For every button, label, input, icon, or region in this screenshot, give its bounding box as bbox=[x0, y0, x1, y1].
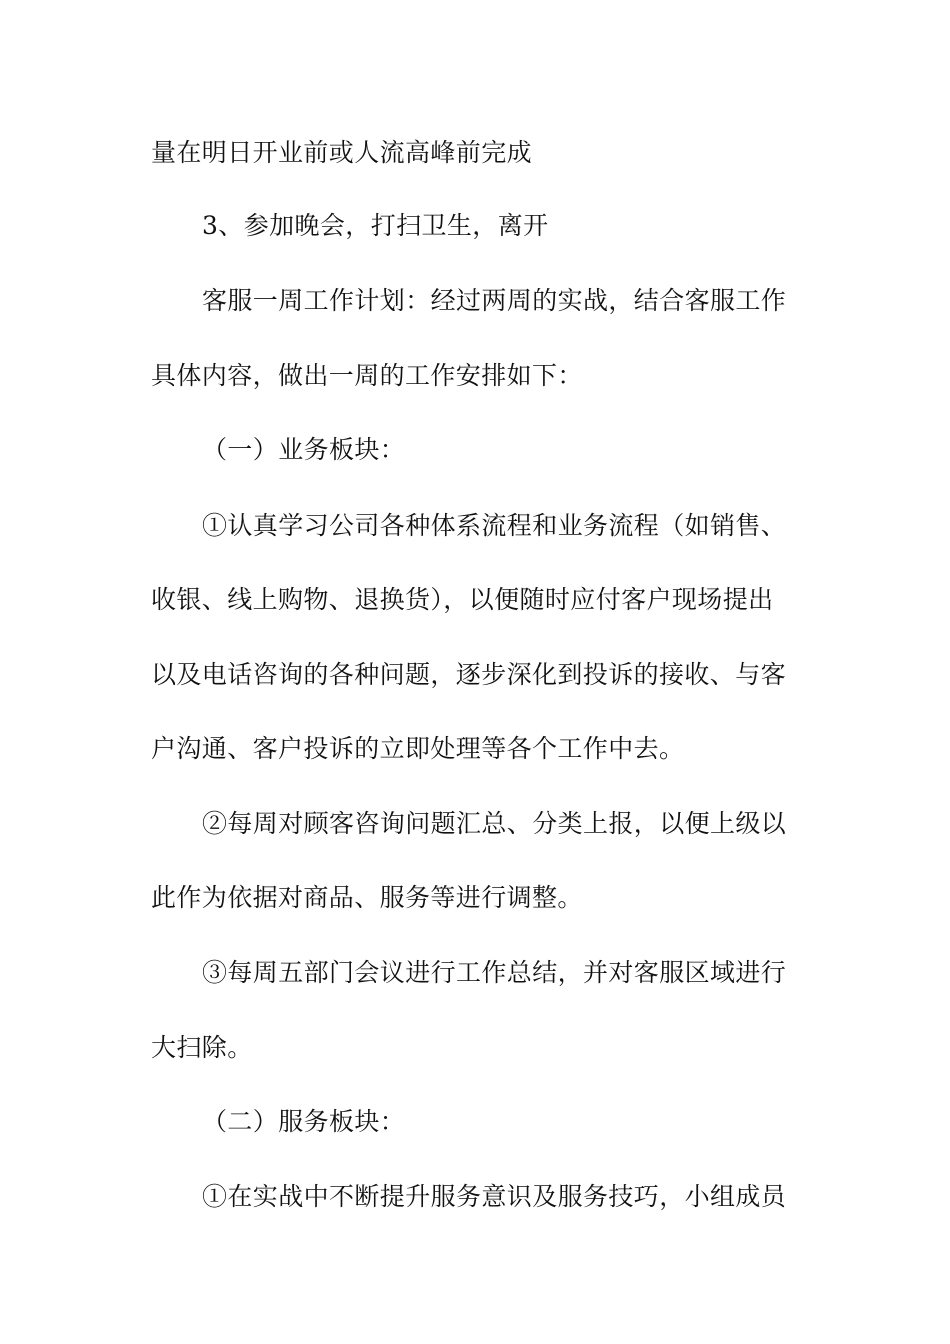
text-line-7: 收银、线上购物、退换货），以便随时应付客户现场提出 bbox=[151, 585, 774, 614]
text-line-4: 具体内容，做出一周的工作安排如下： bbox=[151, 361, 583, 390]
section-heading-service: （二）服务板块： bbox=[202, 1107, 406, 1136]
text-line-3: 客服一周工作计划：经过两周的实战，结合客服工作 bbox=[202, 286, 787, 315]
text-line-10: ②每周对顾客咨询问题汇总、分类上报，以便上级以 bbox=[202, 809, 787, 838]
text-line-12: ③每周五部门会议进行工作总结，并对客服区域进行 bbox=[202, 958, 787, 987]
text-line-13: 大扫除。 bbox=[151, 1033, 253, 1062]
text-line-9: 户沟通、客户投诉的立即处理等各个工作中去。 bbox=[151, 734, 685, 763]
text-line-6: ①认真学习公司各种体系流程和业务流程（如销售、 bbox=[202, 511, 787, 540]
text-line-1: 量在明日开业前或人流高峰前完成 bbox=[151, 138, 533, 167]
text-line-11: 此作为依据对商品、服务等进行调整。 bbox=[151, 883, 583, 912]
text-line-2: 3、参加晚会，打扫卫生，离开 bbox=[202, 211, 549, 240]
section-heading-business: （一）业务板块： bbox=[202, 435, 406, 464]
text-line-15: ①在实战中不断提升服务意识及服务技巧，小组成员 bbox=[202, 1182, 787, 1211]
text-line-8: 以及电话咨询的各种问题，逐步深化到投诉的接收、与客 bbox=[151, 660, 787, 689]
